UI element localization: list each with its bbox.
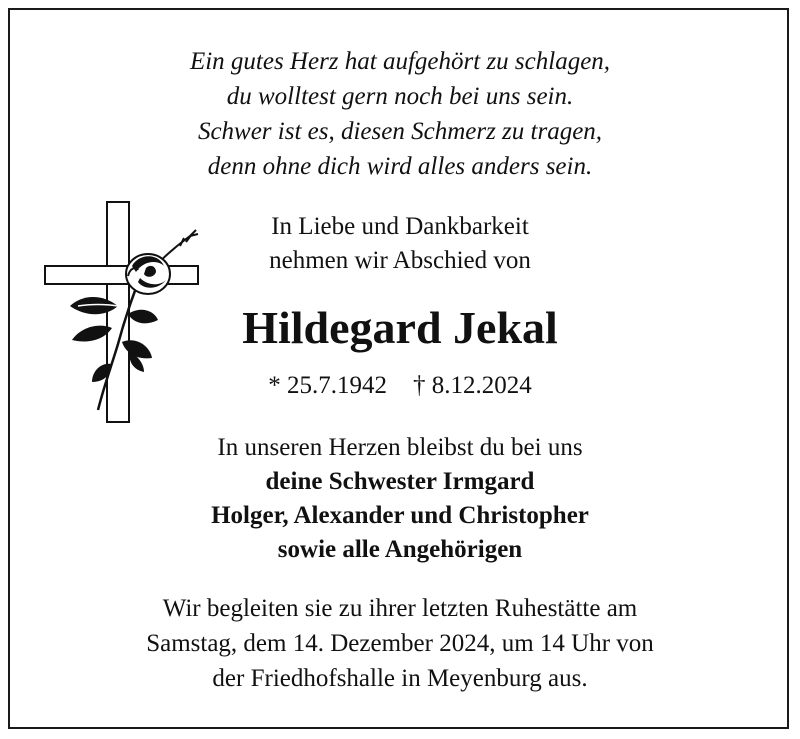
death-date: † 8.12.2024 <box>413 372 532 399</box>
deceased-name: Hildegard Jekal <box>242 302 558 353</box>
poem-line-1: Ein gutes Herz hat aufgehört zu schlagen, <box>189 48 611 75</box>
mourners-line-3: Holger, Alexander und Christopher <box>211 502 589 529</box>
birth-date: * 25.7.1942 <box>268 372 387 399</box>
poem-line-2: du wolltest gern noch bei uns sein. <box>226 83 574 110</box>
poem-line-3: Schwer ist es, diesen Schmerz zu tragen, <box>197 118 603 145</box>
poem-line-4: denn ohne dich wird alles anders sein. <box>207 153 593 180</box>
intro-line-2: nehmen wir Abschied von <box>269 247 531 274</box>
mourners-line-4: sowie alle Angehörigen <box>277 536 523 563</box>
intro-line-1: In Liebe und Dankbarkeit <box>271 213 529 240</box>
funeral-line-2: Samstag, dem 14. Dezember 2024, um 14 Uhr von <box>146 630 654 657</box>
mourners-line-2: deine Schwester Irmgard <box>265 468 535 495</box>
funeral-line-3: der Friedhofshalle in Meyenburg aus. <box>212 665 588 692</box>
life-dates <box>0 370 800 402</box>
funeral-line-1: Wir begleiten sie zu ihrer letzten Ruhestätte am <box>162 595 638 622</box>
mourners-line-1: In unseren Herzen bleibst du bei uns <box>217 434 583 461</box>
